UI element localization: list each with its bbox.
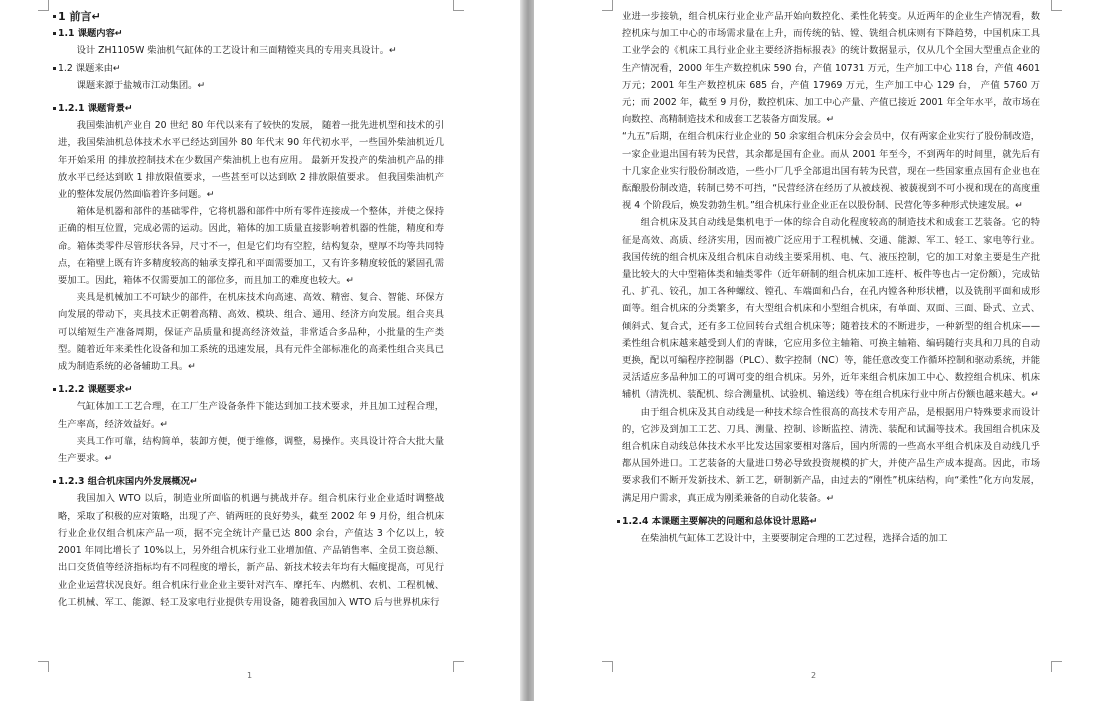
crop-mark-bottom-left — [602, 661, 613, 672]
document-page-2 — [534, 0, 1100, 701]
paragraph: 组合机床及其自动线是集机电于一体的综合自动化程度较高的制造技术和成套工艺装备。它的特征是高效、高质、经济实用，因而被广泛应用于工程机械、交通、能源、军工、轻工、家电等行业。我国传统的组合机床及组合机床自动线主要采用机、电、气、液压控制，它的加工对象主要是生产批量比较大的大中型箱体类和轴类零件（近年研制的组合机床加工连杆、板件等也占一定份额），完成钻孔、扩孔、铰孔，加工各种螺纹、镗孔、车端面和凸台，在孔内镗各种形状槽，以及铣削平面和成形面等。组合机床的分类繁多，有大型组合机床和小型组合机床，有单面、双面、三面、卧式、立式、倾斜式、复合式，还有多工位回转台式组合机床等；随着技术的不断进步，一种新型的组合机床——柔性组合机床越来越受到人们的青睐，它应用多位主轴箱、可换主轴箱、编码随行夹具和刀具的自动更换，配以可编程序控制器（PLC）、数字控制（NC）等，能任意改变工作循环控制和驱动系统，并能灵活适应多品种加工的可调可变的组合机床。另外，近年来组合机床加工中心、数控组合机床、机床辅机（清洗机、装配机、综合测量机、试验机、输送线）等在组合机床行业中所占份额也越来越大。↵ — [622, 217, 1040, 401]
crop-mark-top-right — [453, 0, 464, 11]
paragraph: 夹具是机械加工不可缺少的部件，在机床技术向高速、高效、精密、复合、智能、环保方向发展的带动下，夹具技术正朝着高精、高效、模块、组合、通用、经济方向发展。组合夹具可以缩短生产准备周期，保证产品质量和提高经济效益，非常适合多品种，小批量的生产类型。随着近年来柔性化设备和加工系统的迅速发展，具有元件全部标准化的高柔性组合夹具已成为制造系统的必备辅助工具。↵ — [58, 292, 444, 373]
paragraph: “九五”后期，在组合机床行业企业的 50 余家组合机床分会会员中，仅有两家企业实行了股份制改造，一家企业退出国有转为民营，其余都是国有企业。而从 2001 年至今，不到两年的时间里，就先后有十几家企业实行股份制改造，一些小厂几乎全部退出国有转为民营，现在一些国家重点国有企业也在酝酿股份制改造，转制已势不可挡，“民营经济在经历了从被歧视、被藐视到不可小视和现在的高度重视 4 个阶段后，焕发勃勃生机。”组合机床行业企业正在以股份制、民营化等多种形式快速发展。↵ — [622, 131, 1040, 212]
heading: 1.2.1 课题背景↵ — [58, 100, 444, 117]
paragraph: 课题来源于盐城市江动集团。↵ — [76, 79, 206, 91]
crop-mark-bottom-right — [453, 661, 464, 672]
heading: 1.2.2 课题要求↵ — [58, 381, 444, 398]
paragraph: 设计 ZH1105W 柴油机气缸体的工艺设计和三面精镗夹具的专用夹具设计。↵ — [76, 45, 397, 57]
page-gap — [520, 0, 534, 701]
paragraph: 由于组合机床及其自动线是一种技术综合性很高的高技术专用产品，是根据用户特殊要求而设计的，它涉及到加工工艺、刀具、测量、控制、诊断监控、清洗、装配和试漏等技术。我国组合机床及组合机床自动线总体技术水平比发达国家要相对落后，国内所需的一些高水平组合机床及自动线几乎都从国外进口。工艺装备的大量进口势必导致投资规模的扩大，并使产品生产成本提高。因此，市场要求我们不断开发新技术、新工艺，研制新产品，由过去的“刚性”机床结构，向“柔性”化方向发展，满足用户需求，真正成为刚柔兼备的自动化装备。↵ — [622, 406, 1040, 504]
page-number: 2 — [811, 671, 817, 680]
page-2-content[interactable] — [622, 8, 1040, 547]
crop-mark-top-left — [38, 0, 49, 11]
page-number: 1 — [247, 671, 253, 680]
crop-mark-top-left — [602, 0, 613, 11]
crop-mark-top-right — [1051, 0, 1062, 11]
paragraph: 箱体是机器和部件的基础零件，它将机器和部件中所有零件连接成一个整体，并使之保持正确的相互位置，完成必需的运动。因此，箱体的加工质量直接影响着机器的性能，精度和寿命。箱体类零件尽管形状各异，尺寸不一，但是它们均有空腔，结构复杂，壁厚不均等共同特点，在箱壁上既有许多精度较高的轴承支撑孔和平面需要加工，又有许多精度较低的紧固孔需要加工。因此，箱体不仅需要加工的部位多，而且加工的难度也较大。↵ — [58, 206, 444, 287]
paragraph: 我国加入 WTO 以后，制造业所面临的机遇与挑战并存。组合机床行业企业适时调整战略，采取了积极的应对策略，出现了产、销两旺的良好势头，截至 2002 年 9 月份，组合机床行业企业仅组合机床产品一项，据不完全统计产量已达 800 余台，产值达 3 个亿以上，较 2001 年同比增长了 10%以上，另外组合机床行业工业增加值、产品销售率、全员工资总额、出口交货值等经济指标均有不同程度的增长，新产品、新技术较去年均有大幅度提高，可见行业企业运营状况良好。组合机床行业企业主要针对汽车、摩托车、内燃机、农机、工程机械、化工机械、军工、能源、轻工及家电行业提供专用设备，随着我国加入 WTO 后与世界机床行 — [58, 493, 444, 608]
document-page-1 — [0, 0, 520, 701]
heading: 1.1 课题内容↵ — [58, 25, 444, 42]
paragraph: 在柴油机气缸体工艺设计中，主要要制定合理的工艺过程，选择合适的加工 — [640, 533, 948, 545]
heading: 1.2.4 本课题主要解决的问题和总体设计思路↵ — [622, 513, 1040, 530]
page-1-content[interactable] — [58, 8, 444, 611]
heading: 1 前言↵ — [58, 8, 444, 25]
paragraph: 夹具工作可靠，结构简单，装卸方便，便于维修，调整，易操作。夹具设计符合大批大量生产要求。↵ — [58, 435, 444, 465]
heading: 1.2 课题来由↵ — [58, 60, 444, 77]
crop-mark-bottom-right — [1051, 661, 1062, 672]
paragraph: 业进一步接轨，组合机床行业企业产品开始向数控化、柔性化转变。从近两年的企业生产情况看，数控机床与加工中心的市场需求量在上升，而传统的钻、镗、铣组合机床则有下降趋势，中国机床工具工业学会的《机床工具行业企业主要经济指标报表》的统计数据显示，仅从几个全国大型重点企业的生产情况看，2000 年生产数控机床 590 台，产值 10731 万元，生产加工中心 118 台，产值 4601 万元；2001 年生产数控机床 685 台，产值 17969 万元，生产加工中心 129 台， 产值 5760 万元；而 2002 年，截至 9 月份，数控机床、加工中心产量、产值已接近 2001 年全年水平，故市场在向数控、高精制造技术和成套工艺装备方面发展。↵ — [622, 11, 1040, 126]
paragraph: 我国柴油机产业自 20 世纪 80 年代以来有了较快的发展， 随着一批先进机型和技术的引进，我国柴油机总体技术水平已经达到国外 80 年代末 90 年代初水平，一些国外柴油机近几年开始采用 的排放控制技术在少数国产柴油机上也有应用。 最新开发投产的柴油机产品的排放水平已经达到欧 1 排放限值要求，一些甚至可以达到欧 2 排放限值要求。 但我国柴油机产业的整体发展仍然面临着许多问题。↵ — [58, 120, 444, 201]
paragraph: 气缸体加工工艺合理，在工厂生产设备条件下能达到加工技术要求，并且加工过程合理，生产率高，经济效益好。↵ — [58, 401, 444, 430]
heading: 1.2.3 组合机床国内外发展概况↵ — [58, 473, 444, 490]
crop-mark-bottom-left — [38, 661, 49, 672]
